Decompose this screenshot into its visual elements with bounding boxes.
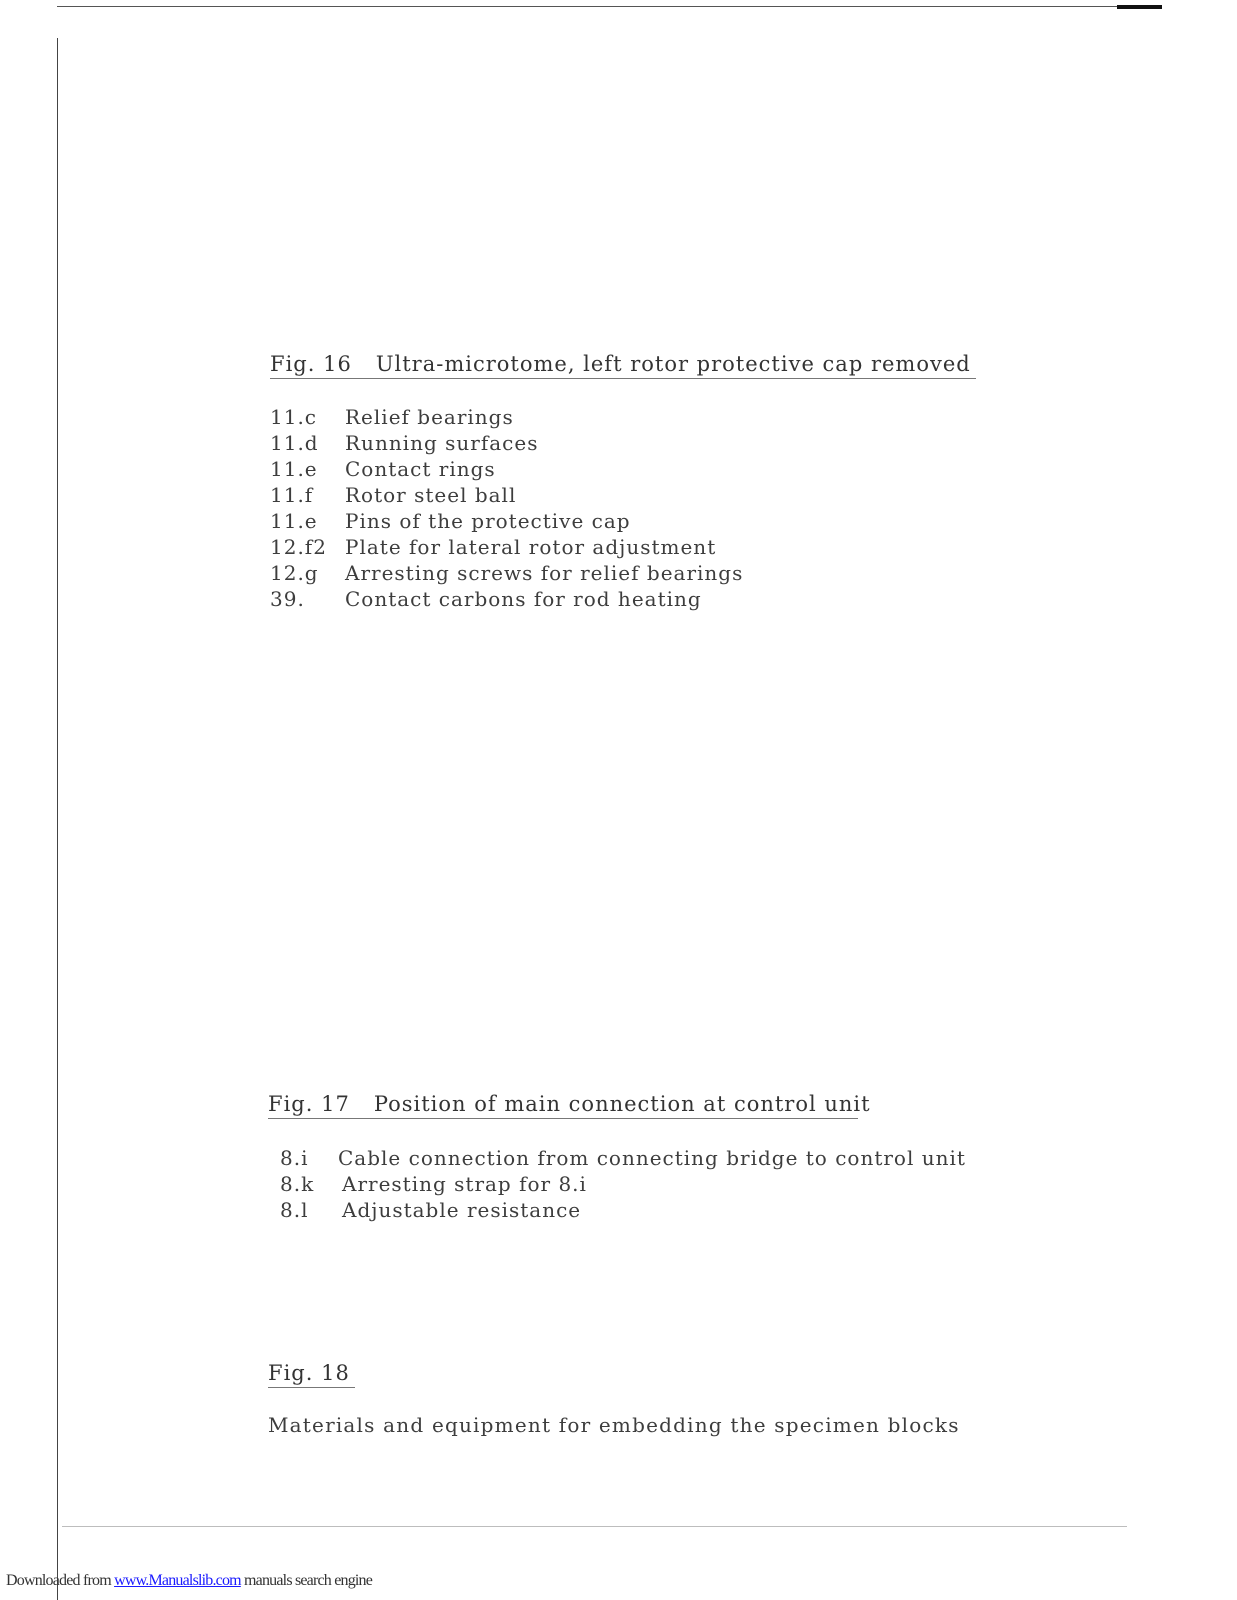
top-rule-mark [1117,5,1162,9]
legend-code: 8.i [280,1146,309,1170]
legend-code: 11.d [270,431,319,455]
legend-code: 12.g [270,561,319,585]
legend-desc: Adjustable resistance [342,1198,582,1222]
legend-desc: Arresting strap for 8.i [342,1172,587,1196]
download-footer [6,1572,372,1590]
legend-desc: Plate for lateral rotor adjustment [345,535,717,559]
legend-code: 8.k [280,1172,315,1196]
left-binding-rule [57,38,58,1600]
legend-desc: Relief bearings [345,405,514,429]
legend-desc: Contact carbons for rod heating [345,587,702,611]
footer-suffix: manuals search engine [240,1572,373,1589]
fig18-underline [268,1387,355,1388]
legend-desc: Running surfaces [345,431,539,455]
fig16-underline [270,378,976,379]
legend-code: 11.e [270,457,318,481]
legend-desc: Rotor steel ball [345,483,517,507]
legend-desc: Pins of the protective cap [345,509,631,533]
footer-prefix: Downloaded from [6,1572,115,1589]
fig16-label: Fig. 16 [270,352,352,376]
fig17-title: Position of main connection at control unit [373,1092,871,1116]
legend-desc: Arresting screws for relief bearings [345,561,744,585]
fig17-heading [268,1092,871,1116]
bottom-rule [62,1526,1127,1527]
fig18-caption: Materials and equipment for embedding the specimen blocks [268,1413,960,1437]
legend-desc: Contact rings [345,457,496,481]
legend-code: 12.f2 [270,535,327,559]
fig16-title: Ultra-microtome, left rotor protective cap removed [375,352,971,376]
legend-desc: Cable connection from connecting bridge to control unit [338,1146,966,1170]
fig17-underline [268,1118,858,1119]
legend-code: 11.f [270,483,314,507]
legend-code: 8.l [280,1198,309,1222]
manualslib-link[interactable]: www.Manualslib.com [114,1572,241,1589]
top-rule [57,6,1117,7]
legend-code: 11.c [270,405,318,429]
legend-code: 11.e [270,509,318,533]
fig17-label: Fig. 17 [268,1092,350,1116]
fig18-heading [268,1361,350,1385]
fig18-label: Fig. 18 [268,1361,350,1385]
fig16-heading [270,352,971,376]
legend-code: 39. [270,587,305,611]
